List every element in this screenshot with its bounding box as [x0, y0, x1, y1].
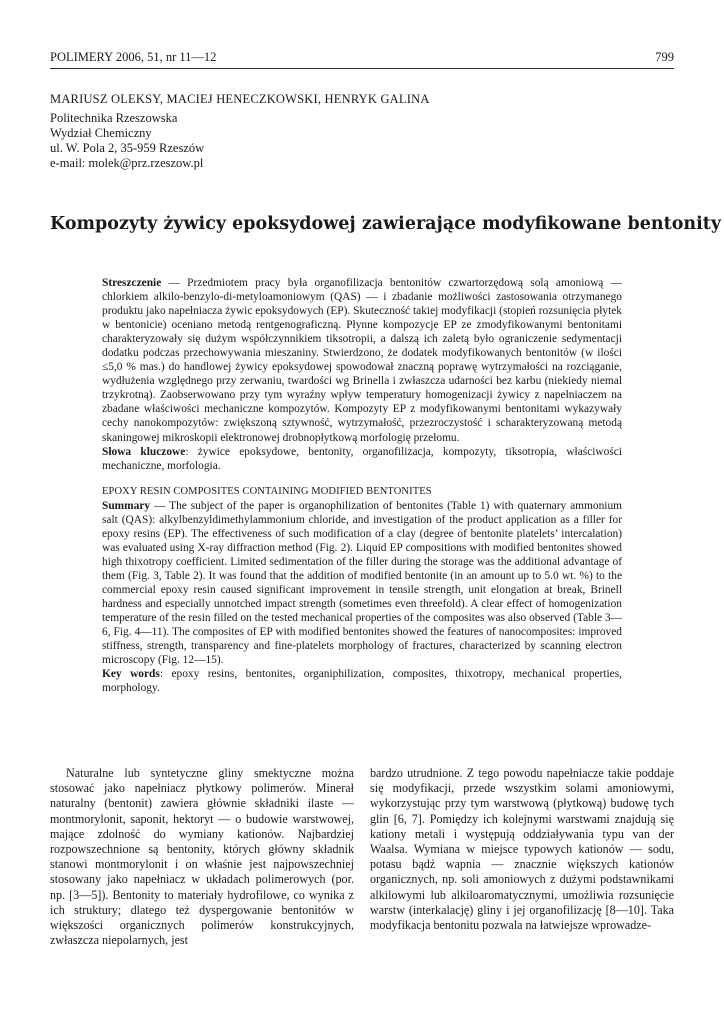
keywords-pl-text: : żywice epoksydowe, bentonity, organofilizacja, kompozyty, tiksotropia, właściwości mechaniczne, morfologia.: [102, 445, 623, 472]
body-paragraph: Naturalne lub syntetyczne gliny smektyczne można stosować jako napełniacz płytkowy polimerów. Minerał naturalny (bentonit) zawiera głównie składniki ilaste — montmorylonit, saponit, hektoryt — o budowie warstwowej, mające zdolność do wymiany kationów. Najbardziej rozpowszechnione są bentonity, których główny składnik stanowi montmorylonit i on właśnie jest najpowszechniej stosowany jako napełniacz w układach polimerowych (por. np. [3—5]). Bentonity to materiały hydrofilowe, co wynika z ich struktury; dlatego też dyspergowanie bentonitów w większości organicznych polimerów konstrukcyjnych, zwłaszcza niepolarnych, jest: [50, 766, 354, 948]
keywords-en-text: : epoxy resins, bentonites, organiphilization, composites, thixotropy, mechanical properties, morphology.: [102, 668, 622, 695]
running-header: [50, 50, 674, 69]
keywords-pl-label: Słowa kluczowe: [102, 445, 186, 458]
affiliation: [50, 111, 204, 171]
body-text: [50, 766, 674, 948]
abstract-pl: [102, 276, 622, 445]
keywords-en-label: Key words: [102, 668, 160, 681]
affiliation-line: Politechnika Rzeszowska: [50, 111, 178, 125]
affiliation-email: e-mail: molek@prz.rzeszow.pl: [50, 156, 204, 170]
body-column-left: [50, 766, 354, 948]
body-column-right: [370, 766, 674, 948]
abstract-en: [102, 499, 622, 668]
abstract-pl-label: Streszczenie: [102, 277, 162, 289]
page-number: 799: [655, 50, 674, 64]
journal-citation: POLIMERY 2006, 51, nr 11—12: [50, 50, 217, 64]
affiliation-line: Wydział Chemiczny: [50, 126, 152, 140]
authors: MARIUSZ OLEKSY, MACIEJ HENECZKOWSKI, HENRYK GALINA: [50, 92, 430, 106]
affiliation-line: ul. W. Pola 2, 35-959 Rzeszów: [50, 141, 205, 155]
abstract-en-label: Summary: [102, 499, 151, 512]
abstract-block: [102, 276, 622, 695]
body-paragraph: bardzo utrudnione. Z tego powodu napełniacze takie poddaje się modyfikacji, przede wszystkim solami amoniowymi, wykorzystując przy tym warstwową (płytkową) budowę tych glin [6, 7]. Pomiędzy ich kolejnymi warstwami znajdują się kationy metali i występują oddziaływania typu van der Waalsa. Wymiana w miejsce typowych kationów — sodu, potasu bądź wapnia — znacznie większych kationów organicznych, np. soli amoniowych z dużymi podstawnikami alkilowymi lub alkiloaromatycznymi, umożliwia rozsunięcie warstw (interkalację) gliny i jej organofilizację [8—10]. Taka modyfikacja bentonitu pozwala na łatwiejsze wprowadze-: [370, 766, 674, 933]
abstract-en-title: EPOXY RESIN COMPOSITES CONTAINING MODIFIED BENTONITES: [102, 485, 432, 497]
paper-title: Kompozyty żywicy epoksydowej zawierające modyfikowane bentonity: [50, 214, 722, 234]
abstract-en-text: — The subject of the paper is organophilization of bentonites (Table 1) with quaternary ammonium salt (QAS): alkylbenzyldimethylammonium chloride, and investigation of the product application as a filler for epoxy resins (EP). The effectiveness of such modification of a clay (degree of bentonite platelets’ intercalation) was evaluated using X-ray diffraction method (Fig. 2). Liquid EP compositions with modified bentonites showed high thixotropy coefficient. Limited sedimentation of the filler during the storage was the additional advantage of them (Fig. 3, Table 2). It was found that the addition of modified bentonite (in an amount up to 5.0 wt. %) to the commercial epoxy resin caused significant improvement in tensile strength, unit elongation at break, Brinell hardness and especially unnotched impact strength (sometimes even threefold). A clear effect of homogenization temperature of the resin filled on the tested mechanical properties of the composites was also observed (Table 3—6, Fig. 4—11). The composites of EP with modified bentonites showed the features of nanocomposites: improved stiffness, strength, transparency and fine-platelets morphology of fractures, characterized by scanning electron microscopy (Fig. 12—15).: [102, 499, 622, 667]
keywords-pl: [102, 445, 622, 473]
abstract-pl-text: — Przedmiotem pracy była organofilizacja bentonitów czwartorzędową solą amoniową — chlorkiem alkilo-benzylo-di-metyloamoniowym (QAS) — i zbadanie możliwości zastosowania otrzymanego produktu jako napełniacza żywic epoksydowych (EP). Skuteczność takiej modyfikacji (stopień rozsunięcia płytek w bentonicie) oceniano metodą rentgenograficzną. Płynne kompozycje EP ze zmodyfikowanymi bentonitami charakteryzowały się dużym współczynnikiem tiksotropii, a dalszą ich zaletą było ograniczenie sedymentacji dodatku podczas przechowywania mieszaniny. Stwierdzono, że dodatek modyfikowanych bentonitów (w ilości ≤5,0 % mas.) do handlowej żywicy epoksydowej spowodował znaczną poprawę wytrzymałości na rozciąganie, wydłużenia względnego przy zerwaniu, twardości wg Brinella i zwłaszcza udarności bez karbu (niekiedy niemal trzykrotną). Zaobserwowano przy tym wyraźny wpływ temperatury homogenizacji żywicy z napełniaczem na zbadane właściwości mechaniczne kompozytów. Kompozyty EP z modyfikowanymi bentonitami wykazywały cechy nanokompozytów: zwiększoną sztywność, wytrzymałość, przezroczystość i scharakteryzowaną metodą skaningowej mikroskopii elektronowej drobnopłytkową morfologię przełomu.: [102, 277, 622, 444]
keywords-en: [102, 667, 622, 695]
